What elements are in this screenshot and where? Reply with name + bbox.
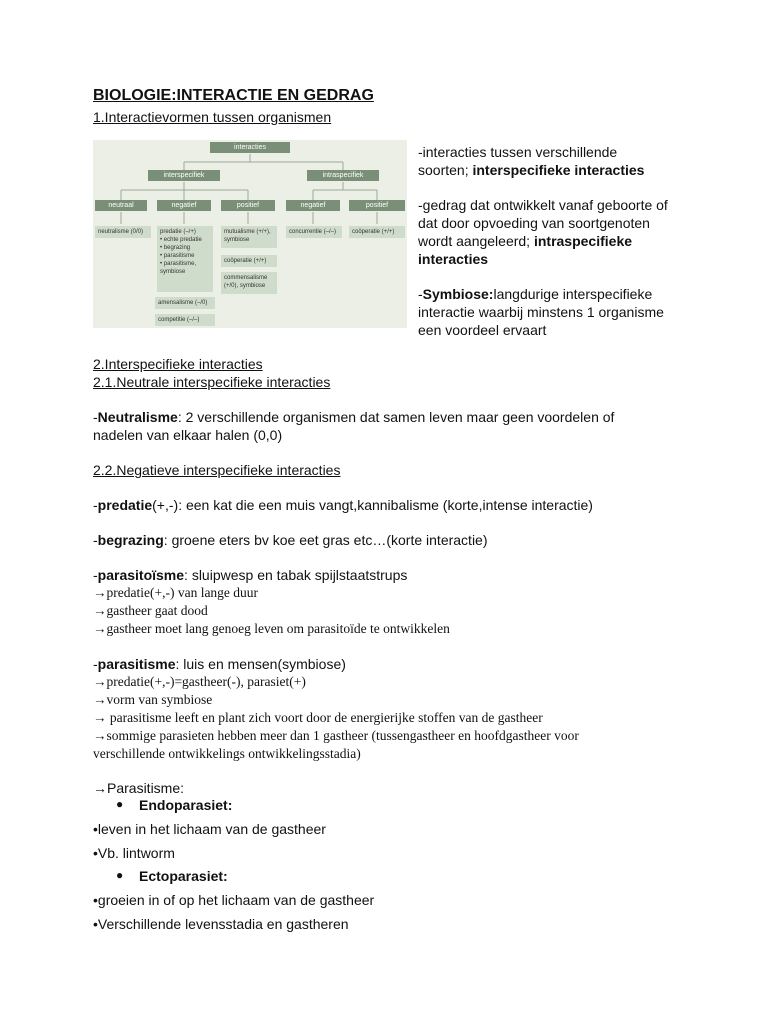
side-term-line: interacties xyxy=(418,251,489,267)
dash: - xyxy=(93,656,98,672)
arrow-line: verschillende ontwikkelings ontwikkelingsstadia) xyxy=(93,746,361,761)
arrow-line: →gastheer moet lang genoeg leven om parasitoïde te ontwikkelen xyxy=(93,621,450,636)
paragraph-begrazing xyxy=(93,531,488,549)
mutualisme-line: mutualisme (+/+), xyxy=(224,229,271,235)
paragraph-neutralisme xyxy=(93,408,614,426)
list-item-endoparasiet: Endoparasiet: xyxy=(139,797,233,813)
dash: - xyxy=(93,532,98,548)
list-heading: →Parasitisme: xyxy=(93,780,185,796)
page-title: BIOLOGIE:INTERACTIE EN GEDRAG xyxy=(93,87,374,104)
bullet-icon: ● xyxy=(116,797,124,811)
predatie-line: • parasitisme xyxy=(160,253,195,259)
paragraph-line: nadelen van elkaar halen (0,0) xyxy=(93,427,283,443)
diagram-leaf-competitie: competitie (–/–) xyxy=(155,314,215,326)
predatie-line: symbiose xyxy=(160,269,186,275)
paragraph-predatie xyxy=(93,496,593,514)
arrow-line: → parasitisme leeft en plant zich voort door de energierijke stoffen van de gastheer xyxy=(93,710,543,725)
arrow-line: →vorm van symbiose xyxy=(93,692,213,707)
text: : sluipwesp en tabak spijlstaatstrups xyxy=(184,567,408,583)
diagram-leaf-amensalisme: amensalisme (–/0) xyxy=(155,297,215,309)
bullet-icon: ● xyxy=(116,868,124,882)
section-heading-1: 1.Interactievormen tussen organismen xyxy=(93,109,332,125)
predatie-line: predatie (–/+) xyxy=(160,229,196,235)
predatie-line: • begrazing xyxy=(160,245,191,251)
list-detail: •leven in het lichaam van de gastheer xyxy=(93,821,326,837)
predatie-line: • parasitisme, xyxy=(160,261,197,267)
side-term: intraspecifieke xyxy=(533,233,633,249)
text: : luis en mensen(symbiose) xyxy=(175,656,346,672)
diagram-leaf-concurrentie: concurrentie (–/–) xyxy=(286,226,342,238)
section-heading-2: 2.Interspecifieke interacties xyxy=(93,356,263,372)
term: Neutralisme xyxy=(97,409,178,425)
diagram-leaf-neutralisme: neutralisme (0/0) xyxy=(95,226,151,238)
dash: - xyxy=(93,567,98,583)
diagram-node-positief-intra: positief xyxy=(349,200,405,211)
diagram-leaf-commensalisme xyxy=(221,272,277,294)
side-text-line xyxy=(418,232,632,250)
diagram-node-positief: positief xyxy=(221,200,275,211)
side-text: soorten; xyxy=(418,162,473,178)
diagram-node-negatief-intra: negatief xyxy=(286,200,340,211)
side-text-line: -interacties tussen verschillende xyxy=(418,144,618,160)
diagram-leaf-cooperatie-intra: coöperatie (+/+) xyxy=(349,226,405,238)
dash: - xyxy=(93,409,98,425)
section-heading-2-2: 2.2.Negatieve interspecifieke interacties xyxy=(93,462,341,478)
list-item-ectoparasiet: Ectoparasiet: xyxy=(139,868,228,884)
dash: - xyxy=(418,286,423,302)
arrow-line: →predatie(+,-) van lange duur xyxy=(93,585,259,600)
diagram-leaf-cooperatie: coöperatie (+/+) xyxy=(221,255,277,267)
text: (+,-): een kat die een muis vangt,kannibalisme (korte,intense interactie) xyxy=(152,497,593,513)
side-term: Symbiose: xyxy=(422,286,494,302)
side-text: wordt aangeleerd; xyxy=(418,233,534,249)
arrow-line: →predatie(+,-)=gastheer(-), parasiet(+) xyxy=(93,674,306,689)
predatie-line: • echte predatie xyxy=(160,237,202,243)
diagram-node-neutraal: neutraal xyxy=(95,200,147,211)
diagram-leaf-predatie xyxy=(157,226,213,292)
text: : 2 verschillende organismen dat samen leven maar geen voordelen of xyxy=(177,409,615,425)
arrow-line: →sommige parasieten hebben meer dan 1 gastheer (tussengastheer en hoofdgastheer voor xyxy=(93,728,579,743)
commensalisme-line: (+/0), symbiose xyxy=(224,283,266,289)
term: begrazing xyxy=(97,532,164,548)
side-text-line: een voordeel ervaart xyxy=(418,322,547,338)
list-detail: •Vb. lintworm xyxy=(93,845,175,861)
interactions-diagram xyxy=(93,140,407,328)
section-heading-2-1: 2.1.Neutrale interspecifieke interacties xyxy=(93,374,331,390)
diagram-node-negatief: negatief xyxy=(157,200,211,211)
paragraph-parasitisme xyxy=(93,655,346,673)
diagram-node-interspecifiek: interspecifiek xyxy=(148,170,220,181)
term: predatie xyxy=(97,497,153,513)
text: : groene eters bv koe eet gras etc…(korte interactie) xyxy=(163,532,488,548)
list-detail: •Verschillende levensstadia en gastheren xyxy=(93,916,349,932)
side-text-line xyxy=(418,285,652,303)
dash: - xyxy=(93,497,98,513)
side-text-line: -gedrag dat ontwikkelt vanaf geboorte of xyxy=(418,197,668,213)
paragraph-parasitoisme xyxy=(93,566,407,584)
commensalisme-line: commensalisme xyxy=(224,275,268,281)
side-term: interspecifieke interacties xyxy=(472,162,645,178)
arrow-line: →gastheer gaat dood xyxy=(93,603,208,618)
term: parasitoïsme xyxy=(97,567,185,583)
diagram-node-intraspecifiek: intraspecifiek xyxy=(307,170,379,181)
list-detail: •groeien in of op het lichaam van de gastheer xyxy=(93,892,375,908)
term: parasitisme xyxy=(97,656,176,672)
diagram-leaf-mutualisme xyxy=(221,226,277,248)
side-text-line: dat door opvoeding van soortgenoten xyxy=(418,215,650,231)
diagram-node-interacties: interacties xyxy=(210,142,290,153)
mutualisme-line: symbiose xyxy=(224,237,250,243)
side-text-line xyxy=(418,161,644,179)
side-text: langdurige interspecifieke xyxy=(493,286,653,302)
side-text-line: interactie waarbij minstens 1 organisme xyxy=(418,304,664,320)
